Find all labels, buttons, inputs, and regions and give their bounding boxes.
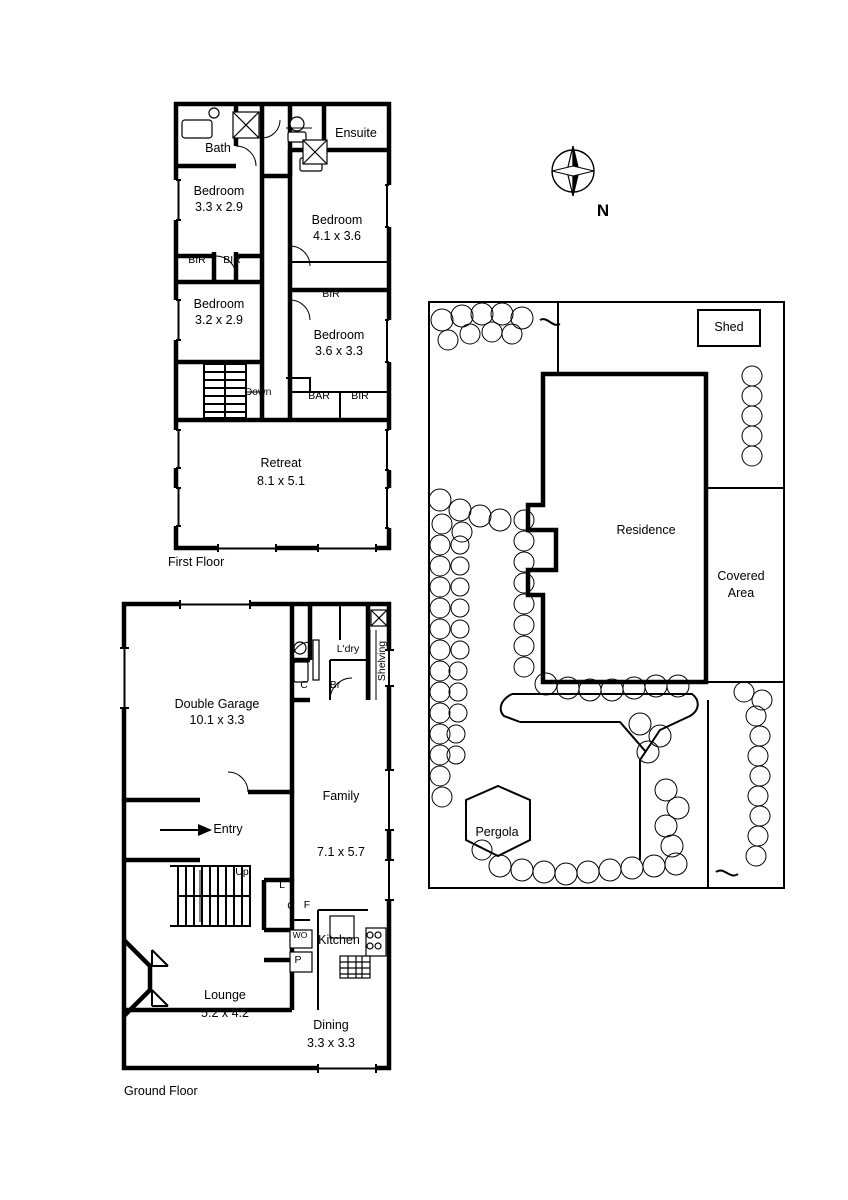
- room-label-family: Family: [322, 789, 360, 803]
- annotation-f: F: [303, 899, 311, 911]
- room-dims-lounge: 5.2 x 4.2: [201, 1006, 249, 1020]
- compass-rose-icon: [552, 146, 594, 196]
- annotation-c-laundry: C: [300, 679, 308, 691]
- annotation-bir-4: BIR: [351, 390, 369, 402]
- room-label-bedroom-2: Bedroom: [311, 213, 363, 227]
- site-label-covered-area: Area: [727, 586, 755, 600]
- site-label-residence: Residence: [616, 523, 676, 537]
- annotation-bir-3: BIR: [322, 288, 340, 300]
- floor-label-first: First Floor: [168, 555, 225, 569]
- annotation-entry: Entry: [213, 822, 243, 836]
- room-label-lounge: Lounge: [204, 988, 246, 1002]
- annotation-bar: BAR: [308, 390, 330, 402]
- annotation-bir-1: BIR: [188, 254, 206, 266]
- ground-floor-plan: [120, 600, 394, 1073]
- annotation-wo: WO: [292, 930, 308, 940]
- room-dims-bedroom-4: 3.6 x 3.3: [315, 344, 363, 358]
- room-label-ensuite: Ensuite: [335, 126, 377, 140]
- site-label-pergola: Pergola: [475, 825, 519, 839]
- room-label-retreat: Retreat: [260, 456, 302, 470]
- annotation-down: Down: [244, 386, 272, 398]
- site-label-shed: Shed: [714, 320, 744, 334]
- annotation-c-kitchen: C: [287, 900, 295, 912]
- annotation-up: Up: [235, 866, 249, 878]
- room-label-bath: Bath: [205, 141, 231, 155]
- compass-north-label: N: [596, 201, 610, 220]
- room-label-kitchen: Kitchen: [318, 933, 360, 947]
- room-label-laundry: L'dry: [336, 643, 360, 655]
- room-dims-bedroom-3: 3.2 x 2.9: [195, 313, 243, 327]
- room-dims-family: 7.1 x 5.7: [317, 845, 365, 859]
- annotation-bir-2: BIR: [223, 254, 241, 266]
- room-dims-bedroom-1: 3.3 x 2.9: [195, 200, 243, 214]
- site-label-covered: Covered: [717, 569, 765, 583]
- room-label-bedroom-3: Bedroom: [193, 297, 245, 311]
- annotation-p: P: [294, 954, 302, 966]
- room-label-dining: Dining: [313, 1018, 349, 1032]
- room-label-double-garage: Double Garage: [174, 697, 260, 711]
- room-dims-double-garage: 10.1 x 3.3: [189, 713, 245, 727]
- annotation-l: L: [279, 879, 285, 891]
- room-label-bedroom-4: Bedroom: [313, 328, 365, 342]
- annotation-shelving: Shelving: [376, 640, 388, 682]
- room-label-bedroom-1: Bedroom: [193, 184, 245, 198]
- annotation-br: Br: [329, 679, 341, 691]
- room-dims-retreat: 8.1 x 5.1: [257, 474, 305, 488]
- room-dims-dining: 3.3 x 3.3: [307, 1036, 355, 1050]
- floor-label-ground: Ground Floor: [124, 1084, 198, 1098]
- room-dims-bedroom-2: 4.1 x 3.6: [313, 229, 361, 243]
